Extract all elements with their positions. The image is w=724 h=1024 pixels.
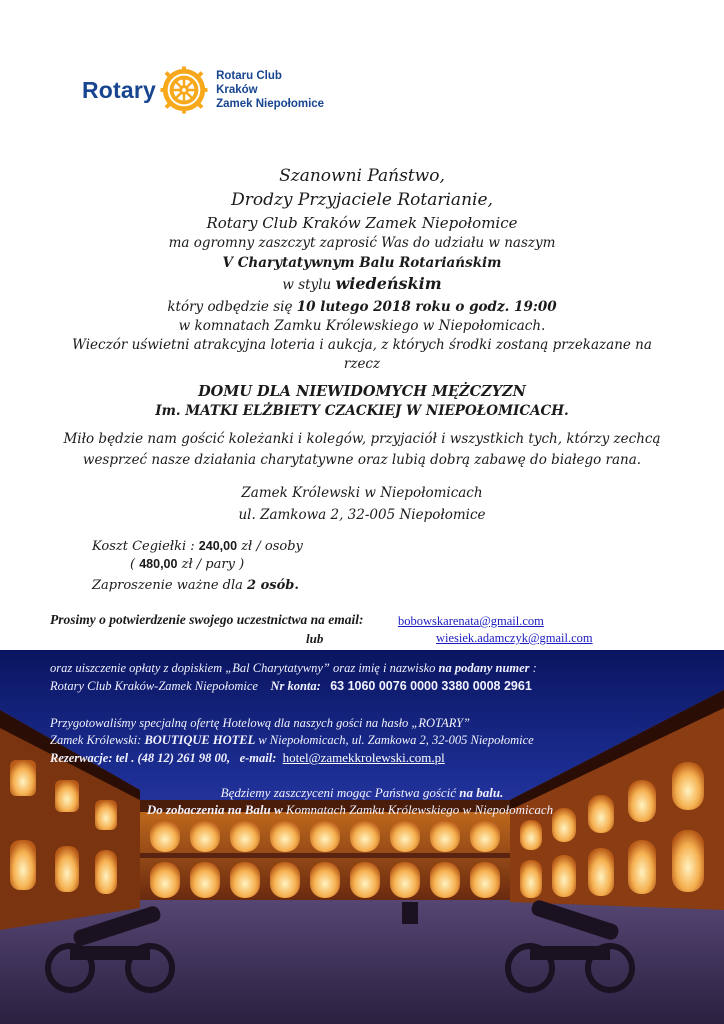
closing-line-1-prefix: Będziemy zaszczyceni mogąc Państwa gościć (220, 785, 457, 800)
club-name-line-3: Zamek Niepołomice (216, 98, 325, 110)
location-line: w komnatach Zamku Królewskiego w Niepołomicach. (178, 318, 546, 334)
venue-line-1: Zamek Królewski w Niepołomicach (241, 485, 483, 501)
confirmation-text: Prosimy o potwierdzenie swojego uczestnictwa na email: (50, 612, 364, 627)
hotel-line-1: Przygotowaliśmy specjalną ofertę Hotelową dla naszych gości na hasło „ROTARY” (50, 716, 471, 730)
account-number: 63 1060 0076 0000 3380 0008 2961 (330, 679, 532, 693)
cost-pair-unit: zł / pary ) (181, 557, 245, 572)
closing-line-1-bold: na balu. (459, 785, 504, 800)
payment-line-1-bold: na podany numer (438, 661, 530, 675)
hotel-address: w Niepołomicach, ul. Zamkowa 2, 32-005 Niepołomice (258, 733, 534, 747)
cost-pair-amount: 480,00 (139, 557, 178, 571)
date-prefix: który odbędzie się (167, 299, 293, 315)
beneficiary-line-1: DOMU DLA NIEWIDOMYCH MĘŻCZYZN (198, 383, 526, 400)
club-name-line-1: Rotaru Club (216, 70, 282, 82)
hotel-email-link[interactable]: hotel@zamekkrolewski.com.pl (282, 750, 445, 765)
date-line (40, 299, 684, 315)
castle-illustration (0, 650, 724, 1024)
hotel-line-2 (50, 733, 534, 748)
style-line (40, 274, 684, 293)
validity-value: 2 osób. (247, 578, 299, 593)
cost-person-line (92, 539, 303, 554)
payment-line-2 (50, 679, 532, 694)
closing-line-2-bold: Do zobaczenia na Balu w (146, 802, 283, 817)
beneficiary-line-2: Im. MATKI ELŻBIETY CZACKIEJ W NIEPOŁOMICACH. (155, 403, 569, 419)
club-name (216, 69, 324, 111)
or-text: lub (306, 631, 324, 646)
cost-person-unit: zł / osoby (241, 539, 303, 554)
reservation-label: Rezerwacje: (50, 751, 113, 765)
welcome-line-2: wesprzeć nasze działania charytatywne oraz lubią dobrą zabawę do białego rana. (82, 452, 642, 468)
cost-pair-open: ( (130, 557, 136, 572)
cost-pair-line (130, 557, 244, 572)
hotel-line-3 (50, 750, 445, 766)
date-value: 10 lutego 2018 roku o godz. 19:00 (296, 299, 557, 315)
greeting-line-1: Szanowni Państwo, (279, 166, 445, 186)
account-label: Nr konta: (270, 679, 321, 693)
club-line: Rotary Club Kraków Zamek Niepołomice (206, 214, 518, 232)
invite-line: ma ogromny zaszczyt zaprosić Was do udziału w naszym (168, 235, 556, 251)
closing-line-2-rest: Komnatach Zamku Królewskiego w Niepołomicach (285, 802, 554, 817)
closing-line-2 (0, 802, 712, 818)
reservation-email-label: e-mail: (239, 751, 277, 765)
rotary-logo (82, 64, 324, 116)
cost-label: Koszt Cegiełki : (92, 539, 195, 554)
payment-line-1 (50, 661, 537, 676)
hotel-name: BOUTIQUE HOTEL (144, 733, 256, 747)
payment-line-1-suffix: : (532, 661, 537, 675)
style-prefix: w stylu (282, 277, 332, 293)
payment-line-1-prefix: oraz uiszczenie opłaty z dopiskiem „Bal Charytatywny” oraz imię i nazwisko (50, 661, 436, 675)
reservation-phone: tel . (48 12) 261 98 00, (115, 751, 231, 765)
payment-club: Rotary Club Kraków-Zamek Niepołomice (50, 679, 258, 693)
email-link-1[interactable]: bobowskarenata@gmail.com (398, 614, 544, 628)
email-link-2[interactable]: wiesiek.adamczyk@gmail.com (436, 631, 593, 645)
ball-name: V Charytatywnym Balu Rotariańskim (222, 255, 502, 271)
validity-prefix: Zaproszenie ważne dla (92, 578, 243, 593)
venue-line-2: ul. Zamkowa 2, 32-005 Niepołomice (238, 507, 486, 523)
hotel-line-2-prefix: Zamek Królewski: (50, 733, 142, 747)
style-word: wiedeńskim (335, 274, 442, 293)
validity-line (92, 578, 299, 593)
cost-person-amount: 240,00 (198, 539, 238, 553)
logo-wordmark: Rotary (82, 76, 157, 103)
rotary-wheel-icon (160, 66, 208, 114)
castle-courtyard-photo (0, 650, 724, 1024)
closing-line-1 (0, 785, 724, 801)
lottery-line-1: Wieczór uświetni atrakcyjna loteria i aukcja, z których środki zostaną przekazane na (72, 337, 652, 353)
greeting-line-2: Drodzy Przyjaciele Rotarianie, (231, 190, 493, 210)
lottery-line-2: rzecz (343, 356, 381, 372)
welcome-line-1: Miło będzie nam gościć koleżanki i kolegów, przyjaciół i wszystkich tych, którzy zechcą (63, 431, 661, 447)
club-name-line-2: Kraków (216, 84, 258, 96)
